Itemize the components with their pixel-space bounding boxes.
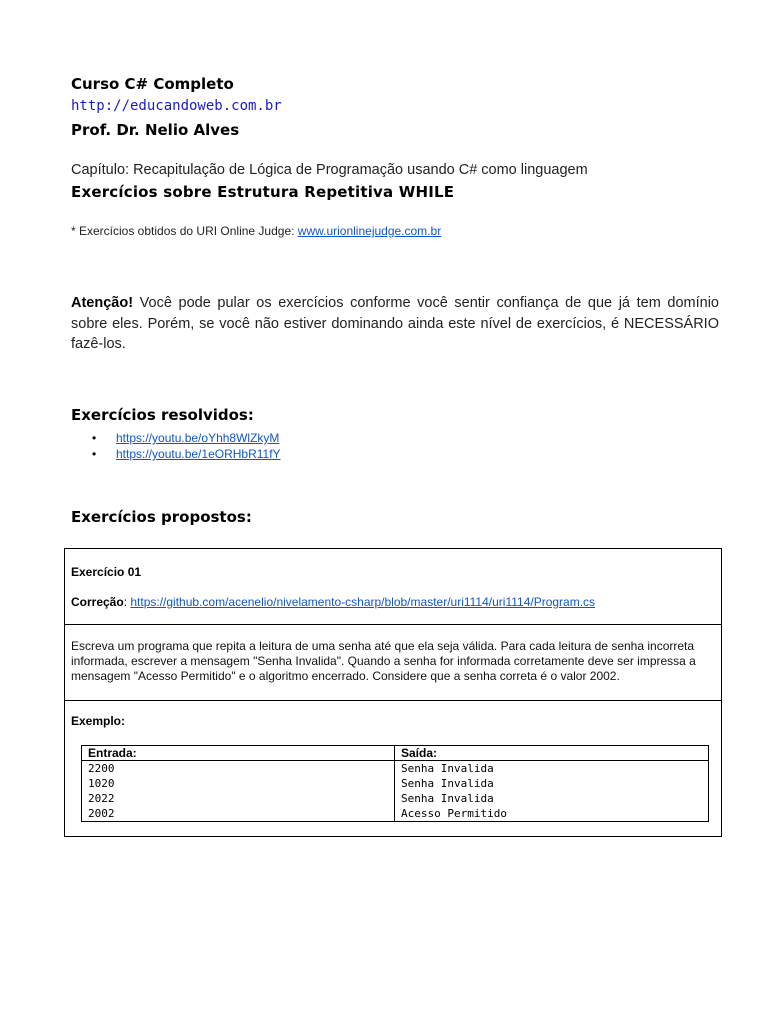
example-io-table [81,745,709,822]
input-cell: 2200 [82,761,395,777]
table-row [82,776,709,791]
course-title: Curso C# Completo [71,75,234,93]
list-item [71,446,281,462]
output-cell: Acesso Permitido [395,806,709,822]
input-cell: 2002 [82,806,395,822]
exercise-description: Escreva um programa que repita a leitura de uma senha até que ela seja válida. Para cada leitura de senha incorreta informada, escrever a mensagem "Senha Invalida". Quando a senha for informada corretamente deve ser impressa a mensagem "Acesso Permitido" e o algoritmo encerrado. Considere que a senha correta é o valor 2002. [71,639,696,683]
solved-video-link-2[interactable]: https://youtu.be/1eORHbR11fY [116,447,281,461]
divider [65,700,721,701]
source-note [71,224,441,238]
table-row [82,761,709,777]
proposed-exercises-heading: Exercícios propostos: [71,508,252,526]
source-note-text: * Exercícios obtidos do URI Online Judge: [71,224,298,238]
list-item [71,430,281,446]
site-url-link[interactable]: http://educandoweb.com.br [71,98,282,114]
output-cell: Senha Invalida [395,776,709,791]
page-subtitle: Exercícios sobre Estrutura Repetitiva WHILE [71,183,455,201]
table-row [82,791,709,806]
table-row [82,806,709,822]
table-header-row [82,746,709,761]
attention-label: Atenção! [71,295,134,311]
input-cell: 1020 [82,776,395,791]
correction-line [71,595,595,609]
divider [65,624,721,625]
attention-paragraph [71,293,719,355]
correction-sep: : [123,595,131,609]
output-cell: Senha Invalida [395,791,709,806]
solved-links-list [71,430,281,462]
author-name: Prof. Dr. Nelio Alves [71,121,240,139]
output-cell: Senha Invalida [395,761,709,777]
uri-judge-link[interactable]: www.urionlinejudge.com.br [297,224,442,238]
input-cell: 2022 [82,791,395,806]
attention-text: Você pode pular os exercícios conforme você sentir confiança de que já tem domínio sobre eles. Porém, se você não estiver dominando ainda este nível de exercícios, é NECESSÁRIO fazê-los. [71,295,719,352]
exercise-number: Exercício 01 [71,565,142,579]
chapter-line: Capítulo: Recapitulação de Lógica de Programação usando C# como linguagem [71,162,588,178]
example-label: Exemplo: [71,714,126,728]
output-column-header: Saída: [395,746,709,761]
solved-exercises-heading: Exercícios resolvidos: [71,406,254,424]
input-column-header: Entrada: [82,746,395,761]
solved-video-link-1[interactable]: https://youtu.be/oYhh8WlZkyM [116,431,280,445]
correction-link[interactable]: https://github.com/acenelio/nivelamento-csharp/blob/master/uri1114/uri1114/Program.cs [130,595,596,609]
correction-label: Correção [71,595,124,609]
exercise-box [64,548,722,837]
